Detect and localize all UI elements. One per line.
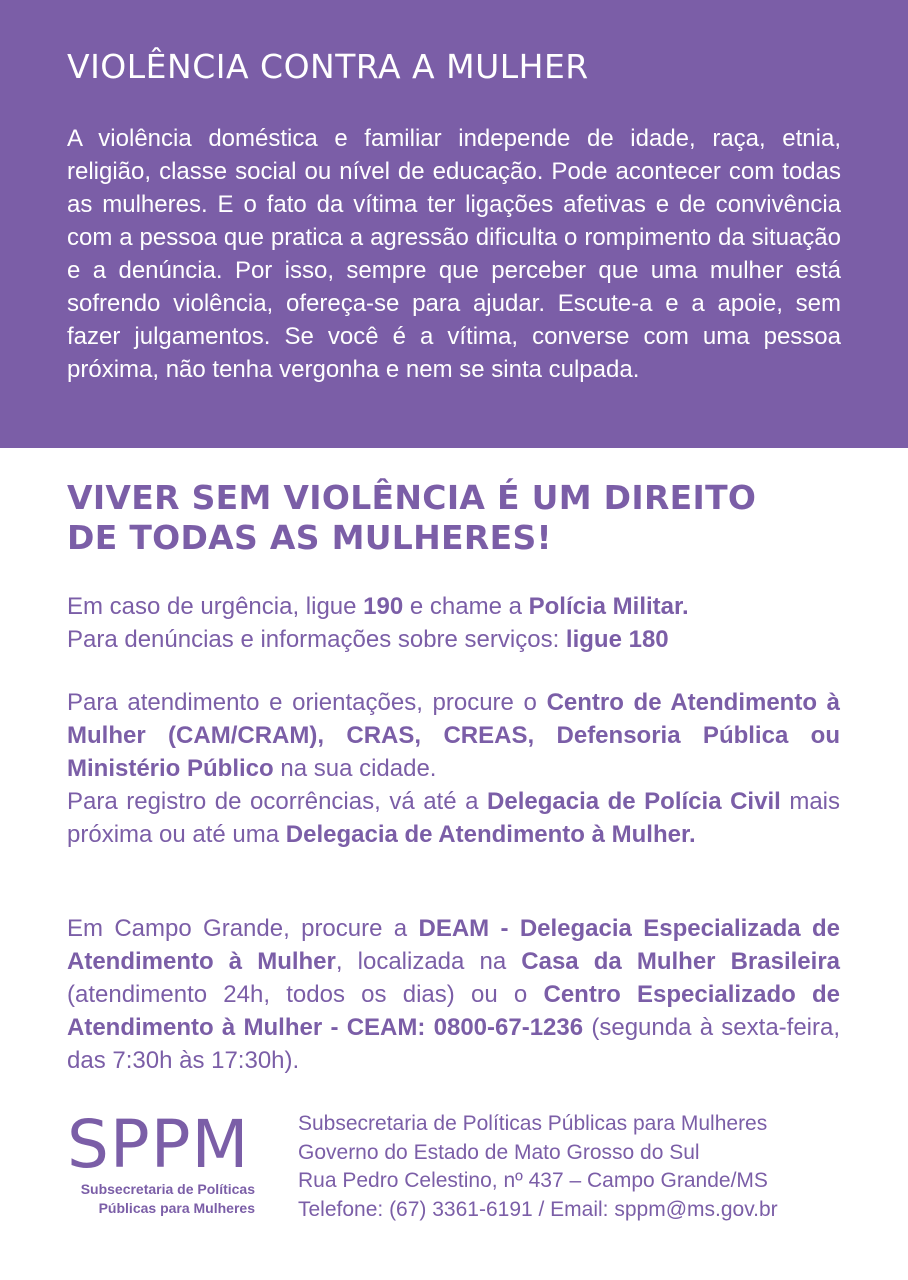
civil-police: Delegacia de Polícia Civil bbox=[487, 788, 781, 815]
text: na sua cidade. bbox=[273, 755, 437, 782]
logo-subtitle-2: Públicas para Mulheres bbox=[98, 1200, 255, 1216]
military-police: Polícia Militar. bbox=[528, 593, 689, 620]
text: , localizada na bbox=[335, 948, 522, 975]
ceam: Centro Especializado de Atendimento à Mulher - CEAM: 0800-67-1236 bbox=[67, 981, 841, 1041]
violence-info-panel bbox=[0, 0, 908, 448]
contact-phone-email: Telefone: (67) 3361-6191 / Email: sppm@ms.gov.br bbox=[298, 1197, 778, 1221]
text: Para atendimento e orientações, procure o bbox=[67, 689, 547, 716]
text: e chame a bbox=[403, 593, 529, 620]
text: Em caso de urgência, ligue bbox=[67, 593, 364, 620]
headline-line-1: VIVER SEM VIOLÊNCIA É UM DIREITO bbox=[67, 478, 757, 517]
sppm-logo bbox=[67, 1106, 267, 1218]
casa-da-mulher: Casa da Mulher Brasileira bbox=[521, 948, 841, 975]
text: Para denúncias e informações sobre serviços: bbox=[67, 626, 566, 653]
contact-address: Rua Pedro Celestino, nº 437 – Campo Grande/MS bbox=[298, 1169, 768, 1192]
logo-subtitle-1: Subsecretaria de Políticas bbox=[80, 1181, 255, 1197]
text: (segunda à sexta-feira, das 7:30h às 17:30h). bbox=[67, 1014, 841, 1074]
text: (atendimento 24h, todos os dias) ou o bbox=[67, 981, 544, 1008]
campo-grande-paragraph bbox=[67, 912, 840, 1077]
service-list: Centro de Atendimento à Mulher (CAM/CRAM), CRAS, CREAS, Defensoria Pública ou Ministério Público bbox=[67, 689, 840, 782]
contact-org: Subsecretaria de Políticas Públicas para Mulheres bbox=[298, 1112, 768, 1135]
emergency-paragraph bbox=[67, 590, 840, 656]
hotline-number: ligue 180 bbox=[565, 626, 669, 653]
emergency-number: 190 bbox=[363, 593, 404, 620]
headline bbox=[67, 478, 867, 558]
logo-wordmark: SPPM bbox=[67, 1106, 250, 1183]
panel-title: VIOLÊNCIA CONTRA A MULHER bbox=[67, 47, 589, 86]
text: Para registro de ocorrências, vá até a bbox=[67, 788, 488, 815]
deam: DEAM - Delegacia Especializada de Atendimento à Mulher bbox=[67, 915, 840, 975]
contact-block bbox=[298, 1110, 858, 1224]
text: mais próxima ou até uma bbox=[67, 788, 840, 848]
text: Em Campo Grande, procure a bbox=[67, 915, 419, 942]
headline-line-2: DE TODAS AS MULHERES! bbox=[67, 518, 552, 557]
women-police-station: Delegacia de Atendimento à Mulher. bbox=[285, 821, 696, 848]
panel-text: A violência doméstica e familiar independe de idade, raça, etnia, religião, classe social ou nível de educação. Pode acontecer com todas as mulheres. E o fato da vítima ter ligações afetivas e de convivência com a pessoa que pratica a agressão dificulta o rompimento da situação e a denúncia. Por isso, sempre que perceber que uma mulher está sofrendo violência, ofereça-se para ajudar. Escute-a e a apoie, sem fazer julgamentos. Se você é a vítima, converse com uma pessoa próxima, não tenha vergonha e nem se sinta culpada. bbox=[67, 125, 841, 383]
services-paragraph bbox=[67, 686, 840, 851]
contact-government: Governo do Estado de Mato Grosso do Sul bbox=[298, 1140, 700, 1164]
